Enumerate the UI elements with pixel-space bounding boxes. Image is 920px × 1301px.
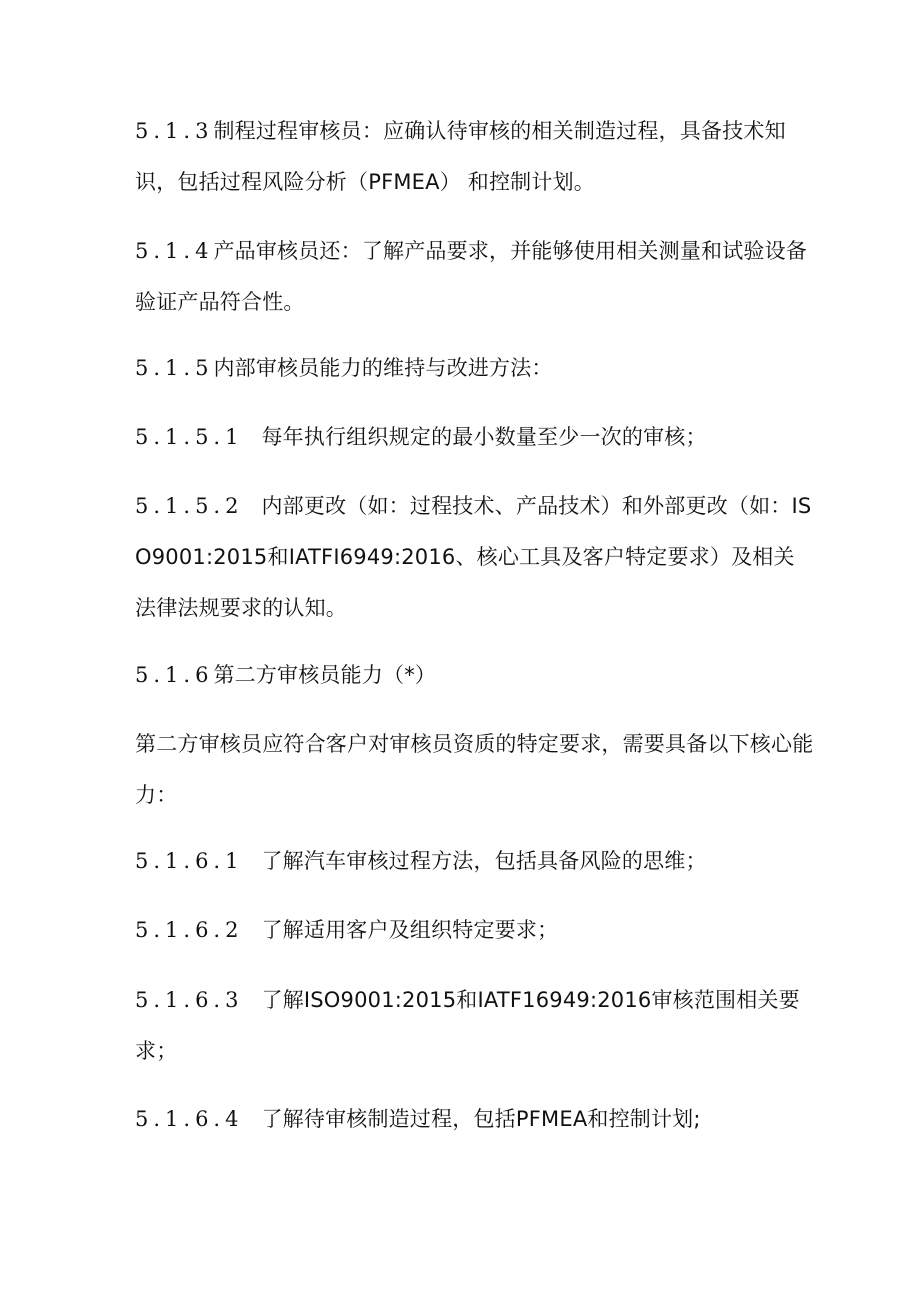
paragraph-5-1-3 [135, 106, 815, 208]
clause-number: 5.1.6.1 [135, 849, 244, 873]
clause-number: 5.1.5.1 [135, 425, 244, 449]
clause-number: 5.1.6 [135, 663, 214, 687]
clause-text: 了解适用客户及组织特定要求； [261, 918, 559, 942]
paragraph-5-1-6-3 [135, 975, 815, 1077]
clause-text: 了解ISO9001:2015和IATF16949:2016审核范围相关要求； [135, 988, 800, 1063]
paragraph-5-1-5-1 [135, 412, 815, 463]
clause-number: 5.1.4 [135, 239, 214, 263]
paragraph-5-1-6-2 [135, 905, 815, 956]
clause-number: 5.1.3 [135, 119, 214, 143]
clause-text: 每年执行组织规定的最小数量至少一次的审核； [261, 425, 707, 449]
clause-number: 5.1.5 [135, 356, 214, 380]
paragraph-second-party-requirements [135, 719, 815, 821]
clause-text: 产品审核员还：了解产品要求，并能够使用相关测量和试验设备验证产品符合性。 [135, 239, 808, 314]
clause-number: 5.1.5.2 [135, 494, 244, 518]
clause-text: 了解待审核制造过程，包括PFMEA和控制计划; [261, 1107, 701, 1131]
clause-text: 第二方审核员能力（*） [213, 663, 437, 687]
paragraph-5-1-5-2 [135, 481, 815, 634]
paragraph-5-1-6-1 [135, 836, 815, 887]
clause-text: 内部更改（如：过程技术、产品技术）和外部更改（如：ISO9001:2015和IATFI6949:2016、核心工具及客户特定要求）及相关法律法规要求的认知。 [135, 494, 812, 620]
paragraph-5-1-4 [135, 226, 815, 328]
clause-number: 5.1.6.3 [135, 988, 244, 1012]
clause-text: 内部审核员能力的维持与改进方法： [213, 356, 553, 380]
paragraph-5-1-6 [135, 650, 815, 701]
clause-text: 第二方审核员应符合客户对审核员资质的特定要求，需要具备以下核心能力： [135, 732, 814, 807]
clause-text: 了解汽车审核过程方法，包括具备风险的思维； [261, 849, 707, 873]
clause-text: 制程过程审核员：应确认待审核的相关制造过程，具备技术知识，包括过程风险分析（PFMEA） 和控制计划。 [135, 119, 786, 194]
paragraph-5-1-5 [135, 343, 815, 394]
clause-number: 5.1.6.4 [135, 1107, 244, 1131]
paragraph-5-1-6-4 [135, 1094, 815, 1145]
clause-number: 5.1.6.2 [135, 918, 244, 942]
